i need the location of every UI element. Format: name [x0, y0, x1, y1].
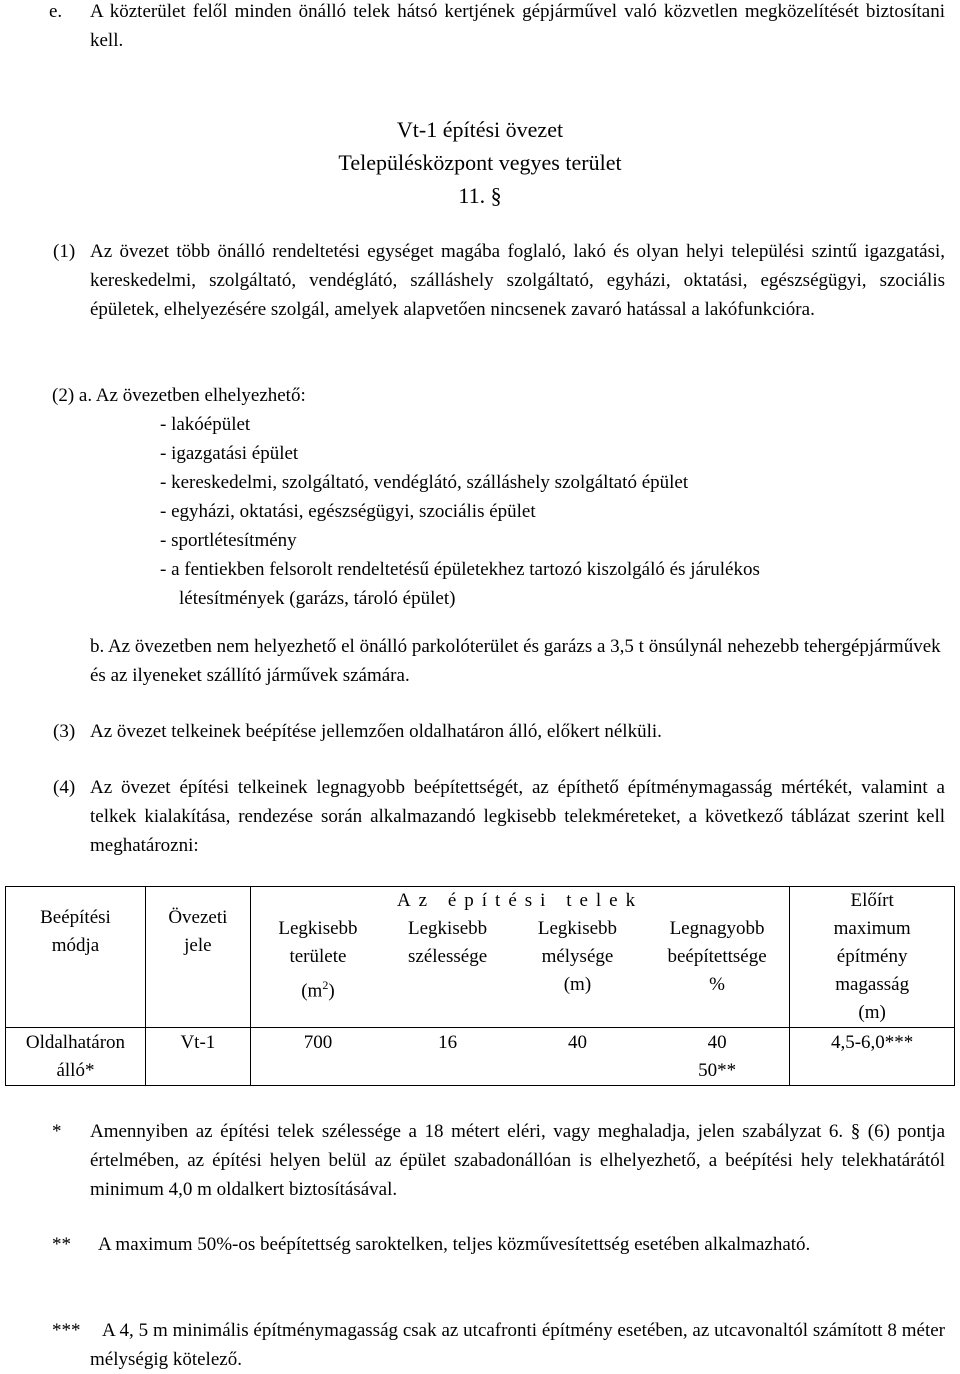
- cell-beepitesi-modja: Oldalhatáron álló*: [6, 1028, 146, 1086]
- item-e-text: A közterület felől minden önálló telek hátsó kertjének gépjárművel való közvetlen megközelítését biztosítani kell.: [90, 1, 945, 51]
- header-terulet: Legkisebb területe $(m^2)$: [250, 915, 385, 1028]
- paragraph-1-text: Az övezet több önálló rendeltetési egységet magába foglaló, lakó és olyan helyi települési szintű igazgatási, kereskedelmi, szolgáltató, vendéglátó, szálláshely szolgáltató, egyházi, oktatási, egészségügyi, szociális épületek, elhelyezésére szolgál, amelyek alapvetően nincsenek zavaró hatással a lakófunkcióra.: [90, 241, 945, 320]
- footnote-text: Amennyiben az építési telek szélessége a 18 métert eléri, vagy meghaladja, jelen szabályzat 6. § (6) pontja értelmében, az építési helyen belül az épület szabadonállóan is elhelyezhető, a beépítési hely telekhatárától minimum 4,0 m oldalkert biztosításával.: [90, 1121, 945, 1200]
- footnote-2: [52, 1230, 945, 1259]
- paragraph-1-label: (1): [53, 241, 76, 262]
- item-e-label: e.: [49, 1, 63, 22]
- table-header-row: [6, 887, 955, 916]
- cell-beepitettseg: 40 50**: [645, 1028, 790, 1086]
- cell-ovezeti-jele: Vt-1: [145, 1028, 250, 1086]
- item-e: [49, 0, 945, 55]
- paragraph-2b: [90, 632, 945, 690]
- footnote-mark: **: [52, 1234, 71, 1255]
- paragraph-1: [53, 237, 945, 324]
- footnote-1: [52, 1117, 945, 1204]
- list-item: - kereskedelmi, szolgáltató, vendéglátó, szálláshely szolgáltató épület: [160, 472, 689, 493]
- paragraph-2: [52, 381, 945, 613]
- paragraph-3-label: (3): [53, 721, 76, 742]
- header-epitesi-telek-group: Az építési telek: [250, 887, 790, 916]
- list-item: - lakóépület: [160, 414, 251, 435]
- paragraph-4-text: Az övezet építési telkeinek legnagyobb beépítettségét, az építhető építménymagasság mértékét, valamint a telkek kialakítása, rendezése során alkalmazandó legkisebb telekméreteket, a következő táblázat szerint kell meghatározni:: [90, 777, 945, 856]
- footnote-mark: *: [52, 1121, 62, 1142]
- table-row: [6, 1028, 955, 1086]
- footnote-mark: ***: [52, 1320, 81, 1341]
- list-item: - igazgatási épület: [160, 443, 299, 464]
- heading-section-number: 11. §: [458, 183, 502, 208]
- footnote-text: A maximum 50%-os beépítettség saroktelken, teljes közművesítettség esetében alkalmazható.: [98, 1234, 811, 1255]
- header-magassag: Előírt maximum építmény magasság (m): [790, 887, 955, 1028]
- section-heading: [0, 113, 960, 212]
- paragraph-4: [53, 773, 945, 860]
- cell-terulet: 700: [250, 1028, 385, 1086]
- cell-szelesseg: 16: [385, 1028, 510, 1086]
- heading-zone-code: Vt-1 építési övezet: [396, 117, 564, 142]
- permitted-list: [160, 410, 945, 613]
- header-melyseg: Legkisebb mélysége (m): [510, 915, 645, 1028]
- list-item: - egyházi, oktatási, egészségügyi, szociális épület: [160, 501, 536, 522]
- footnote-text: A 4, 5 m minimális építménymagasság csak az utcafronti építmény esetében, az utcavonaltól számított 8 méter mélységig kötelező.: [90, 1320, 945, 1370]
- paragraph-4-label: (4): [53, 777, 76, 798]
- building-rules-table: [5, 886, 955, 1086]
- header-beepitettseg: Legnagyobb beépítettsége %: [645, 915, 790, 1028]
- paragraph-3: [53, 717, 945, 746]
- cell-melyseg: 40: [510, 1028, 645, 1086]
- paragraph-2-label: (2) a.: [52, 385, 93, 406]
- paragraph-2b-text: Az övezetben nem helyezhető el önálló parkolóterület és garázs a 3,5 t önsúlynál nehezebb tehergépjárművek és az ilyeneket szállító járművek számára.: [90, 636, 941, 686]
- list-item: - a fentiekben felsorolt rendeltetésű épületekhez tartozó kiszolgáló és járulékos: [160, 559, 760, 580]
- paragraph-2b-label: b.: [90, 636, 105, 657]
- list-item-continuation: létesítmények (garázs, tároló épület): [179, 588, 456, 609]
- header-szelesseg: Legkisebb szélessége: [385, 915, 510, 1028]
- header-ovezeti-jele: Övezeti jele: [145, 887, 250, 1028]
- footnote-3: [52, 1316, 945, 1374]
- paragraph-3-text: Az övezet telkeinek beépítése jellemzően oldalhatáron álló, előkert nélküli.: [90, 721, 662, 742]
- list-item: - sportlétesítmény: [160, 530, 297, 551]
- cell-magassag: 4,5-6,0***: [790, 1028, 955, 1086]
- header-beepitesi-modja: Beépítési módja: [6, 887, 146, 1028]
- paragraph-2-intro: Az övezetben elhelyezhető:: [95, 385, 306, 406]
- heading-zone-name: Településközpont vegyes terület: [338, 150, 622, 175]
